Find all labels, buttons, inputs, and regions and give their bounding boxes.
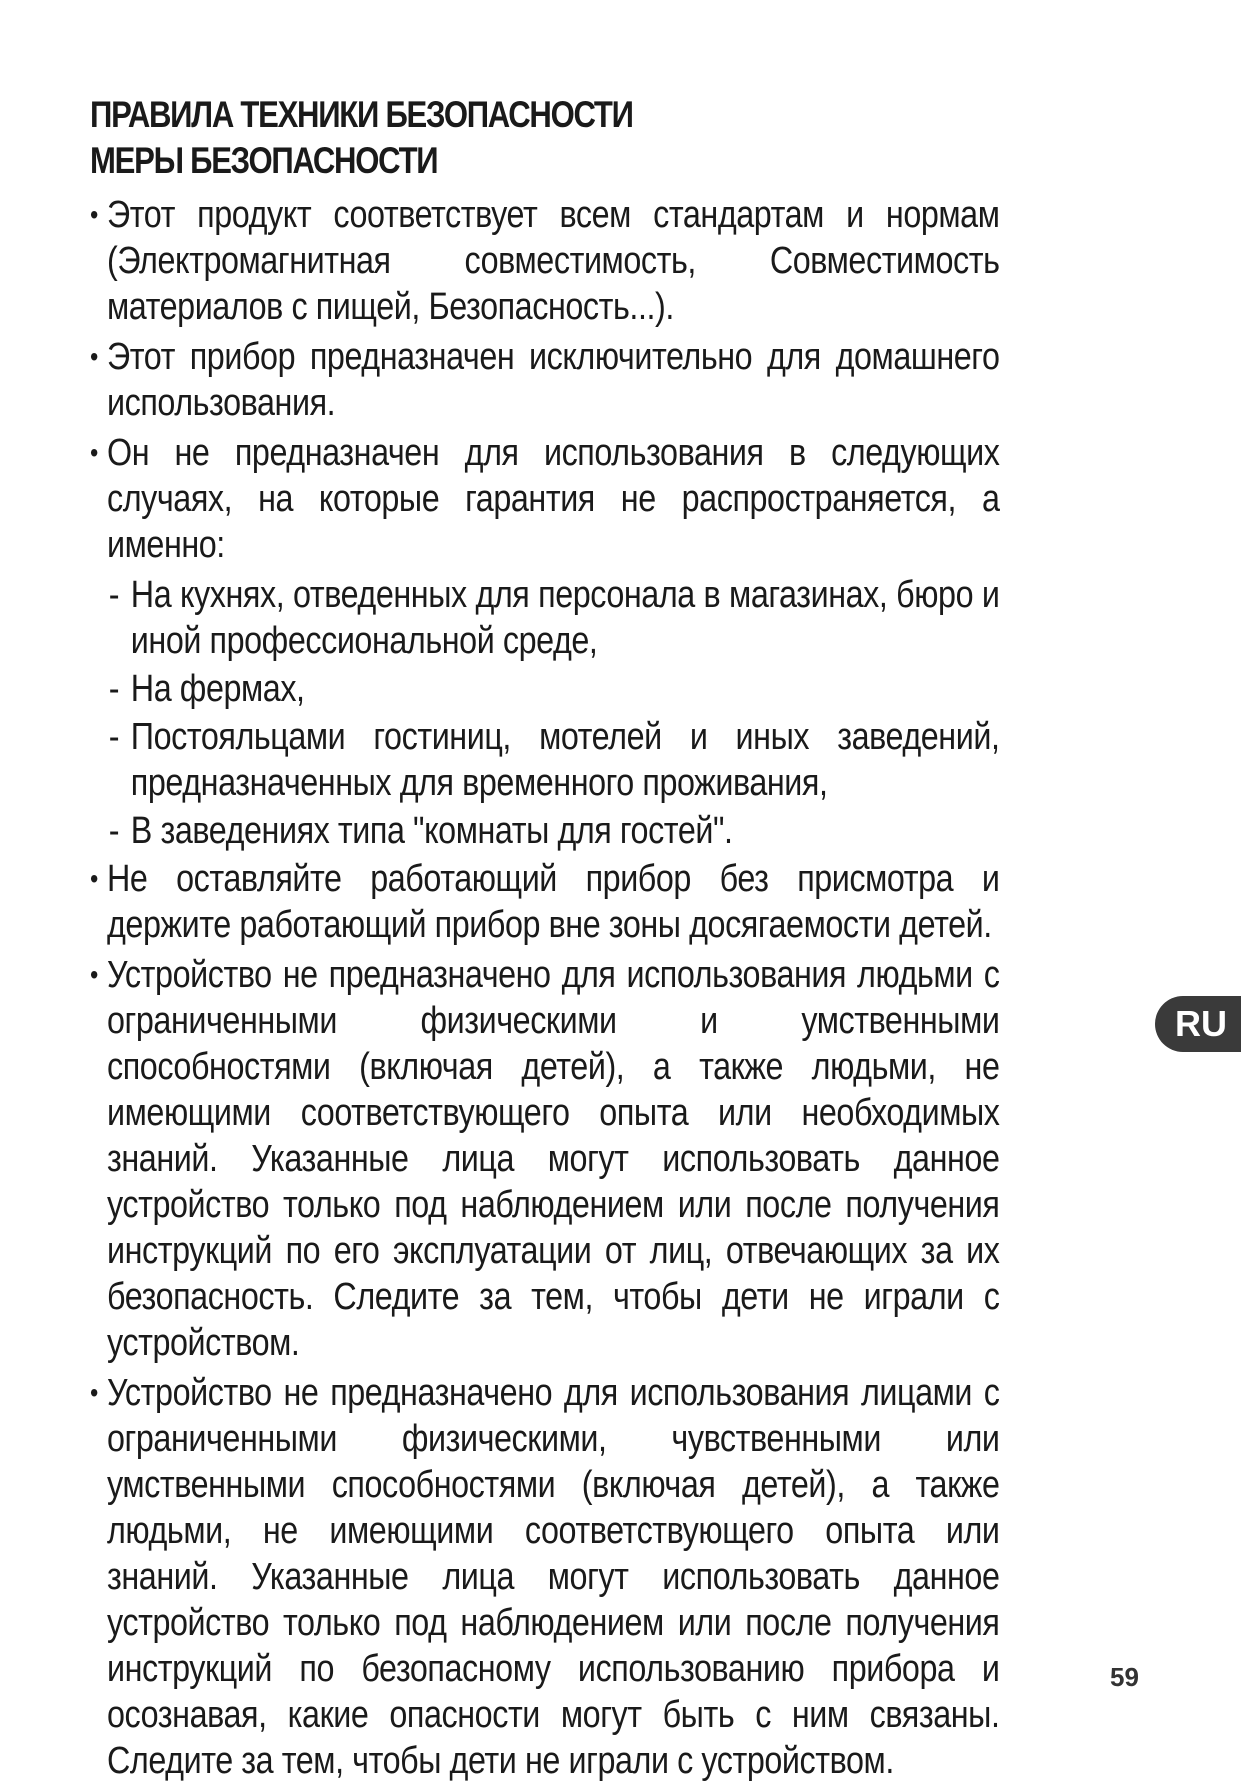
sub-list-item-text: На фермах, <box>130 668 305 710</box>
sub-list-item <box>90 808 1000 854</box>
heading-title: ПРАВИЛА ТЕХНИКИ БЕЗОПАСНОСТИ <box>90 94 633 135</box>
bullet-marker: • <box>90 863 98 894</box>
dash-marker: - <box>108 716 120 758</box>
list-item <box>90 192 1000 330</box>
list-item <box>90 856 1000 948</box>
sub-list-item <box>90 666 1000 712</box>
bullet-marker: • <box>90 1377 98 1408</box>
list-item-text: Он не предназначен для использования в следующих случаях, на которые гарантия не распространяется, а именно: <box>107 432 1000 566</box>
bullet-marker: • <box>90 199 98 230</box>
safety-rules-list <box>90 192 1000 1788</box>
bullet-marker: • <box>90 437 98 468</box>
sub-list-item <box>90 572 1000 664</box>
list-item-text: Устройство не предназначено для использования лицами с ограниченными физическими, чувственными или умственными способностями (включая детей), а также людьми, не имеющими соответствующего опыта или знаний. Указанные лица могут использовать данное устройство только под наблюдением или после получения инструкций по безопасному использованию прибора и осознавая, какие опасности могут быть с ним связаны. Следите за тем, чтобы дети не играли с устройством. <box>107 1372 1000 1782</box>
list-item-text: Этот продукт соответствует всем стандартам и нормам (Электромагнитная совместимость, Совместимость материалов с пищей, Безопасность...). <box>107 194 1000 328</box>
heading-subtitle: МЕРЫ БЕЗОПАСНОСТИ <box>90 140 438 181</box>
list-item-text: Этот прибор предназначен исключительно для домашнего использования. <box>107 336 1000 424</box>
list-item-text: Не оставляйте работающий прибор без присмотра и держите работающий прибор вне зоны досягаемости детей. <box>107 858 1000 946</box>
dash-marker: - <box>108 668 120 710</box>
page-number: 59 <box>1110 1662 1139 1692</box>
sub-list-item-text: В заведениях типа "комнаты для гостей". <box>130 810 733 852</box>
sub-list-item <box>90 714 1000 806</box>
bullet-marker: • <box>90 959 98 990</box>
dash-marker: - <box>108 810 120 852</box>
sub-list-item-text: Постояльцами гостиниц, мотелей и иных заведений, предназначенных для временного проживания, <box>130 716 1000 804</box>
list-item-text: Устройство не предназначено для использования людьми с ограниченными физическими и умственными способностями (включая детей), а также людьми, не имеющими соответствующего опыта или необходимых знаний. Указанные лица могут использовать данное устройство только под наблюдением или после получения инструкций по его эксплуатации от лиц, отвечающих за их безопасность. Следите за тем, чтобы дети не играли с устройством. <box>107 954 1000 1364</box>
bullet-marker: • <box>90 341 98 372</box>
list-item <box>90 1370 1000 1784</box>
list-item <box>90 952 1000 1366</box>
list-item <box>90 430 1000 568</box>
dash-marker: - <box>108 574 120 616</box>
section-heading <box>90 92 980 184</box>
sub-list-item-text: На кухнях, отведенных для персонала в магазинах, бюро и иной профессиональной среде, <box>130 574 1000 662</box>
language-tab: RU <box>1155 996 1241 1052</box>
list-item <box>90 334 1000 426</box>
